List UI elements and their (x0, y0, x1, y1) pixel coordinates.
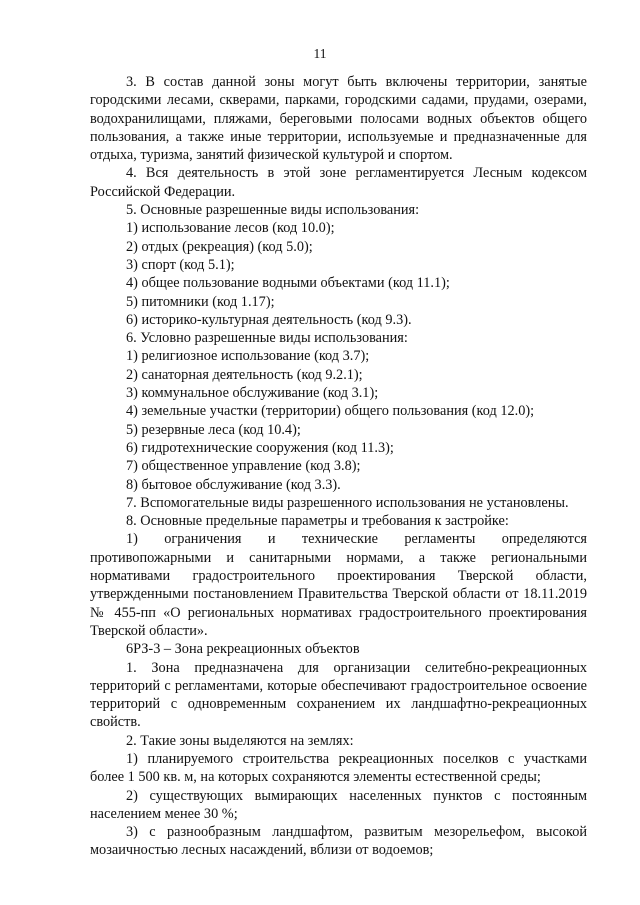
paragraph: 1. Зона предназначена для организации селитебно-рекреационных территорий с регламентами, которые обеспечивают градостроительное освоение территорий с одновременным сохранением их ландшафтно-рекреационных свойств. (90, 659, 587, 731)
list-item: 6) гидротехнические сооружения (код 11.3); (126, 439, 394, 456)
list-item: 1) использование лесов (код 10.0); (126, 220, 335, 237)
document-body (90, 73, 587, 860)
section-heading: 2. Такие зоны выделяются на землях: (126, 732, 354, 749)
list-item: 2) существующих вымирающих населенных пунктов с постоянным населением менее 30 %; (90, 787, 587, 822)
paragraph: 3. В состав данной зоны могут быть включены территории, занятые городскими лесами, скверами, парками, городскими садами, прудами, озерами, водохранилищами, пляжами, береговыми полосами водных объектов общего пользования, а также иные территории, используемые и предназначенные для отдыха, туризма, занятий физической культурой и спортом. (90, 74, 587, 164)
list-item: 2) отдых (рекреация) (код 5.0); (126, 238, 313, 255)
list-item: 3) коммунальное обслуживание (код 3.1); (126, 385, 379, 402)
zone-heading: 6РЗ-3 – Зона рекреационных объектов (126, 641, 360, 658)
paragraph: 7. Вспомогательные виды разрешенного использования не установлены. (126, 494, 569, 511)
list-item: 3) спорт (код 5.1); (126, 256, 235, 273)
page-number: 11 (313, 46, 327, 61)
list-item: 2) санаторная деятельность (код 9.2.1); (126, 366, 363, 383)
list-item: 3) с разнообразным ландшафтом, развитым мезорельефом, высокой мозаичностью лесных насаждений, вблизи от водоемов; (90, 824, 587, 859)
section-heading: 8. Основные предельные параметры и требования к застройке: (126, 513, 509, 530)
list-item: 1) планируемого строительства рекреационных поселков с участками более 1 500 кв. м, на которых сохраняются элементы естественной среды; (90, 750, 587, 786)
list-item: 5) резервные леса (код 10.4); (126, 421, 301, 438)
list-item: 5) питомники (код 1.17); (126, 293, 275, 310)
list-item: 6) историко-культурная деятельность (код 9.3). (126, 311, 412, 328)
list-item: 4) общее пользование водными объектами (код 11.1); (126, 275, 450, 292)
list-item: 7) общественное управление (код 3.8); (126, 458, 361, 475)
list-item: 1) религиозное использование (код 3.7); (126, 348, 370, 365)
section-heading: 5. Основные разрешенные виды использования: (126, 202, 420, 219)
list-item: 4) земельные участки (территории) общего пользования (код 12.0); (126, 403, 535, 420)
section-heading: 6. Условно разрешенные виды использования: (126, 330, 408, 347)
paragraph: 4. Вся деятельность в этой зоне регламентируется Лесным кодексом Российской Федерации. (90, 165, 587, 200)
list-item: 8) бытовое обслуживание (код 3.3). (126, 476, 341, 493)
list-item: 1) ограничения и технические регламенты определяются противопожарными и санитарными нормами, а также региональными нормативами градостроительного проектирования Тверской области, утвержденными постановлением Правительства Тверской области от 18.11.2019 № 455-пп «О региональных нормативах градостроительного проектирования Тверской области». (90, 531, 587, 639)
